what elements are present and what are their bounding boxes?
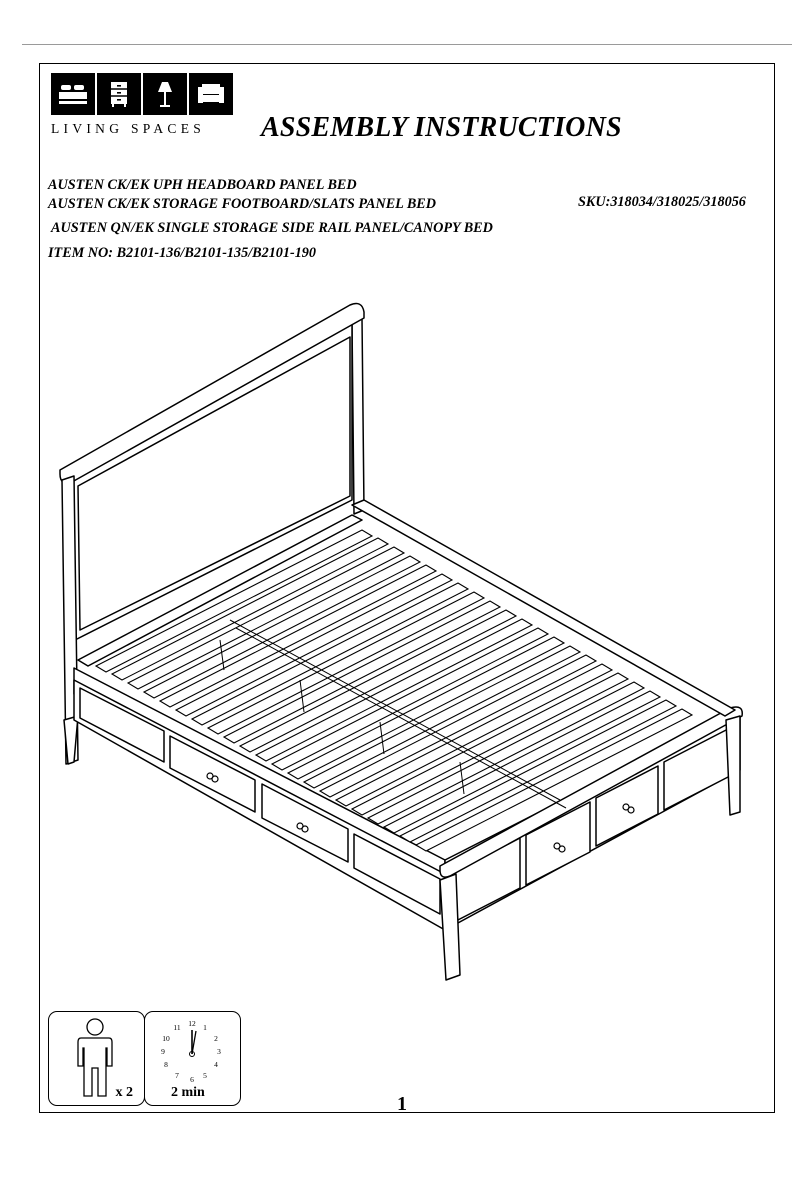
product-line-3: AUSTEN QN/EK SINGLE STORAGE SIDE RAIL PANEL/CANOPY BED: [51, 220, 493, 236]
time-estimate: 2 min: [171, 1085, 205, 1100]
clock-number-6: 6: [190, 1075, 194, 1084]
person-icon: [75, 1018, 115, 1100]
sofa-icon: [189, 73, 233, 115]
clock-icon: [147, 1014, 237, 1092]
people-count: x 2: [115, 1085, 133, 1100]
sku-number: SKU:318034/318025/318056: [578, 194, 746, 210]
product-line-2: AUSTEN CK/EK STORAGE FOOTBOARD/SLATS PANEL BED: [48, 196, 437, 212]
clock-number-1: 1: [203, 1023, 207, 1032]
people-required-box: [48, 1011, 145, 1106]
clock-number-5: 5: [203, 1071, 207, 1080]
nightstand-icon: [97, 73, 141, 115]
clock-number-8: 8: [164, 1060, 168, 1069]
page-title: ASSEMBLY INSTRUCTIONS: [261, 112, 622, 143]
clock-number-10: 10: [162, 1034, 170, 1043]
bed-illustration: [50, 295, 750, 985]
clock-number-3: 3: [217, 1047, 221, 1056]
clock-number-11: 11: [173, 1023, 181, 1032]
brand-logo: [51, 73, 237, 137]
item-number: ITEM NO: B2101-136/B2101-135/B2101-190: [48, 245, 316, 261]
top-rule: [22, 44, 792, 45]
time-required-box: [144, 1011, 241, 1106]
clock-number-12: 12: [188, 1019, 196, 1028]
clock-number-9: 9: [161, 1047, 165, 1056]
page-number: 1: [397, 1093, 407, 1115]
product-line-1: AUSTEN CK/EK UPH HEADBOARD PANEL BED: [48, 177, 357, 193]
brand-name: LIVING SPACES: [51, 121, 206, 136]
bed-icon: [51, 73, 95, 115]
lamp-icon: [143, 73, 187, 115]
clock-number-7: 7: [175, 1071, 179, 1080]
clock-number-2: 2: [214, 1034, 218, 1043]
clock-number-4: 4: [214, 1060, 218, 1069]
